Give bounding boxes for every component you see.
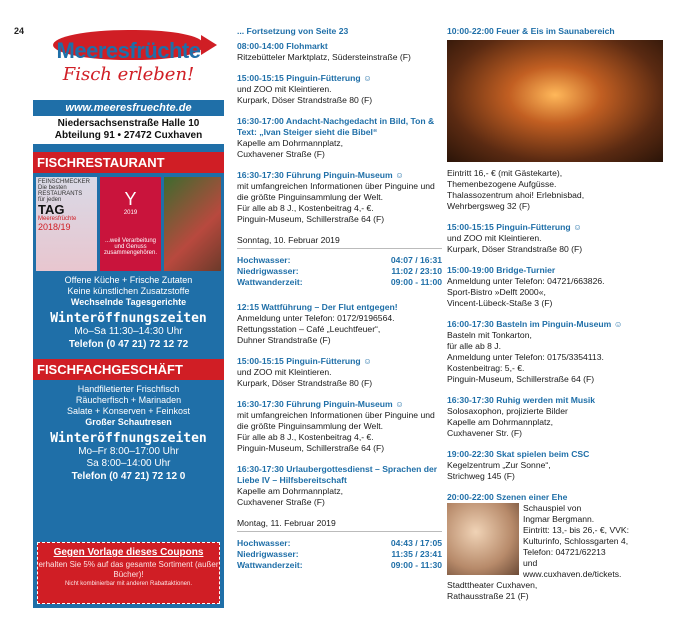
tide-row bbox=[237, 560, 442, 571]
event-text: und ZOO mit Kleintieren. Kurpark, Döser Strandstraße 80 (F) bbox=[237, 84, 373, 105]
tide-row bbox=[237, 266, 442, 277]
event-text: Eintritt 16,- € (mit Gästekarte), Themenbezogene Aufgüsse. Thalassozentrum ahoi! Erlebnisbad, Wehrbergsweg 32 (F) bbox=[447, 168, 585, 211]
logo-slogan: Fisch erleben! bbox=[62, 64, 195, 85]
event-item bbox=[237, 116, 442, 160]
events-column-2 bbox=[447, 26, 663, 612]
coupon-note: Nicht kombinierbar mit anderen Rabattaktionen. bbox=[64, 581, 193, 587]
feature-text: Handfiletierter Frischfisch bbox=[77, 384, 180, 394]
tide-label: Niedrigwasser: bbox=[237, 266, 299, 276]
event-text: Ritzebütteler Marktplatz, Südersteinstraße (F) bbox=[237, 52, 411, 62]
tide-row bbox=[237, 538, 442, 549]
event-heading: 08:00-14:00 Flohmarkt bbox=[237, 41, 328, 51]
event-item bbox=[237, 302, 442, 346]
day-heading: Montag, 11. Februar 2019 bbox=[237, 518, 442, 532]
award-text: TAG bbox=[38, 202, 65, 217]
hours-text: Mo–Fr 8:00–17:00 Uhr bbox=[78, 446, 179, 457]
event-list bbox=[237, 302, 442, 508]
event-item bbox=[237, 399, 442, 454]
theater-photo bbox=[447, 503, 519, 575]
award-text: für jeden bbox=[38, 197, 62, 203]
feature-text: Keine künstlichen Zusatzstoffe bbox=[67, 286, 190, 296]
address-line: Abteilung 91 • 27472 Cuxhaven bbox=[54, 130, 203, 141]
events-column-1 bbox=[237, 26, 442, 585]
fish-photo bbox=[164, 177, 221, 271]
address bbox=[33, 116, 224, 144]
feature-text: Großer Schautresen bbox=[85, 417, 172, 427]
website-link[interactable]: www.meeresfruechte.de bbox=[33, 100, 224, 116]
event-item bbox=[447, 395, 663, 439]
feature-text: Räucherfisch + Marinaden bbox=[75, 395, 182, 405]
event-item bbox=[237, 41, 442, 63]
event-list bbox=[237, 41, 442, 225]
event-heading: 16:30-17:30 Führung Pinguin-Museum ☺ bbox=[237, 170, 404, 180]
event-text: Anmeldung unter Telefon: 04721/663826. Sport-Bistro »Delft 2000«, Vincent-Lübeck-Staße 3 (F) bbox=[447, 276, 605, 308]
event-heading: 16:30-17:30 Ruhig werden mit Musik bbox=[447, 395, 596, 405]
event-heading: 15:00-19:00 Bridge-Turnier bbox=[447, 265, 556, 275]
event-item bbox=[237, 356, 442, 389]
continuation-note: ... Fortsetzung von Seite 23 bbox=[237, 26, 349, 36]
event-text: mit umfangreichen Informationen über Pinguine und die größte Pinguinsammlung der Welt. Für alle ab 8 J., Kostenbeitrag 4,- €. Pinguin-Museum, Schillerstraße 64 (F) bbox=[237, 181, 435, 224]
coupon bbox=[37, 542, 220, 604]
award-text: Die besten bbox=[38, 185, 67, 191]
award-text: ...weil Verarbeitung und Genuss zusammengehören. bbox=[103, 238, 158, 256]
tide-time: 11:35 / 23:41 bbox=[391, 549, 442, 559]
tide-time: 04:43 / 17:05 bbox=[390, 538, 442, 548]
event-heading: 20:00-22:00 Szenen einer Ehe bbox=[447, 492, 568, 502]
hours-text: Mo–Sa 11:30–14:30 Uhr bbox=[74, 326, 183, 337]
tide-row bbox=[237, 277, 442, 288]
banner-restaurant: FISCHRESTAURANT bbox=[33, 152, 224, 173]
event-text: und ZOO mit Kleintieren. Kurpark, Döser Strandstraße 80 (F) bbox=[237, 367, 373, 388]
logo bbox=[33, 26, 224, 100]
page-number: 24 bbox=[14, 26, 25, 36]
address-line: Niedersachsenstraße Halle 10 bbox=[57, 118, 200, 129]
award-text: 2019 bbox=[123, 210, 138, 216]
event-item bbox=[237, 73, 442, 106]
event-item bbox=[447, 222, 663, 255]
logo-text: Meeresfrüchte bbox=[56, 38, 201, 63]
event-list bbox=[447, 222, 663, 482]
feature-text: Offene Küche + Frische Zutaten bbox=[64, 275, 193, 285]
event-item bbox=[447, 319, 663, 385]
event-text: Kapelle am Dohrmannplatz, Cuxhavener Straße (F) bbox=[237, 486, 344, 507]
event-text: Solosaxophon, projizierte Bilder Kapelle am Dohrmannplatz, Cuxhavener Str. (F) bbox=[447, 406, 568, 438]
tide-label: Wattwanderzeit: bbox=[237, 277, 303, 287]
event-text: Kapelle am Dohrmannplatz, Cuxhavener Straße (F) bbox=[237, 138, 344, 159]
event-text: Kegelzentrum „Zur Sonne“, Strichweg 145 (F) bbox=[447, 460, 551, 481]
event-heading: 10:00-22:00 Feuer & Eis im Saunabereich bbox=[447, 26, 615, 36]
phone-number: Telefon (0 47 21) 72 12 0 bbox=[71, 471, 186, 482]
hours-text: Sa 8:00–14:00 Uhr bbox=[86, 458, 171, 469]
coupon-text: erhalten Sie 5% auf das gesamte Sortiment (außer Bücher)! bbox=[38, 560, 219, 579]
event-heading: 16:30-17:30 Führung Pinguin-Museum ☺ bbox=[237, 399, 404, 409]
tide-table bbox=[237, 538, 442, 571]
event-heading: 16:00-17:30 Basteln im Pinguin-Museum ☺ bbox=[447, 319, 623, 329]
feature-text: Salate + Konserven + Feinkost bbox=[66, 406, 191, 416]
event-heading: 19:00-22:30 Skat spielen beim CSC bbox=[447, 449, 590, 459]
event-item bbox=[447, 449, 663, 482]
award-text: FEINSCHMECKER bbox=[38, 179, 91, 185]
award-photo bbox=[36, 177, 97, 271]
event-heading: 15:00-15:15 Pinguin-Fütterung ☺ bbox=[447, 222, 582, 232]
event-text: Anmeldung unter Telefon: 0172/9196564. Rettungsstation – Café „Leuchtfeuer“, Duhner Strandstraße (F) bbox=[237, 313, 395, 345]
event-item bbox=[447, 265, 663, 309]
award-text: RESTAURANTS bbox=[38, 191, 83, 197]
event-heading: 12:15 Wattführung – Der Flut entgegen! bbox=[237, 302, 398, 312]
event-item bbox=[237, 464, 442, 508]
banner-shop: FISCHFACHGESCHÄFT bbox=[33, 359, 224, 380]
event-heading: 16:30-17:30 Urlaubergottesdienst – Sprachen der Liebe IV – Hilfsbereitschaft bbox=[237, 464, 438, 485]
award-text: 2018/19 bbox=[38, 222, 71, 232]
event-heading: 16:30-17:00 Andacht-Nachgedacht in Bild, Ton & Text: „Ivan Steiger sieht die Bibel“ bbox=[237, 116, 435, 137]
award-badge: Y 2019 ...weil Verarbeitung und Genuss zusammengehören. bbox=[100, 177, 161, 271]
hours-heading: Winteröffnungszeiten bbox=[50, 431, 207, 446]
tide-label: Niedrigwasser: bbox=[237, 549, 299, 559]
event-text: Schauspiel von Ingmar Bergmann. Eintritt: 13,- bis 26,- €, VVK: Kulturinfo, Schlossgarten 4, Telefon: 04721/62213 und www.cuxhaven.de/tickets. Stadttheater Cuxhaven, Rathausstraße 21 (F) bbox=[447, 503, 630, 601]
advertisement bbox=[33, 26, 224, 608]
feature-text: Wechselnde Tagesgerichte bbox=[70, 297, 187, 307]
tide-row bbox=[237, 549, 442, 560]
sauna-photo bbox=[447, 40, 663, 162]
phone-number: Telefon (0 47 21) 72 12 72 bbox=[68, 339, 189, 350]
coupon-heading: Gegen Vorlage dieses Coupons bbox=[53, 547, 204, 558]
tide-table bbox=[237, 255, 442, 288]
event-item bbox=[237, 170, 442, 225]
tide-row bbox=[237, 255, 442, 266]
event-text: und ZOO mit Kleintieren. Kurpark, Döser Strandstraße 80 (F) bbox=[447, 233, 583, 254]
event-heading: 15:00-15:15 Pinguin-Fütterung ☺ bbox=[237, 73, 372, 83]
hours-heading: Winteröffnungszeiten bbox=[50, 311, 207, 326]
award-text: Meeresfrüchte bbox=[38, 216, 77, 222]
tide-time: 09:00 - 11:00 bbox=[390, 277, 442, 287]
event-heading: 15:00-15:15 Pinguin-Fütterung ☺ bbox=[237, 356, 372, 366]
day-heading: Sonntag, 10. Februar 2019 bbox=[237, 235, 442, 249]
tide-time: 11:02 / 23:10 bbox=[391, 266, 442, 276]
tide-time: 09:00 - 11:30 bbox=[390, 560, 442, 570]
event-text: mit umfangreichen Informationen über Pinguine und die größte Pinguinsammlung der Welt. Für alle ab 8 J., Kostenbeitrag 4,- €. Pinguin-Museum, Schillerstraße 64 (F) bbox=[237, 410, 435, 453]
event-text: Basteln mit Tonkarton, für alle ab 8 J. Anmeldung unter Telefon: 0175/3354113. Kostenbeitrag: 5,- €. Pinguin-Museum, Schillerstraße 64 (F) bbox=[447, 330, 604, 384]
tide-label: Wattwanderzeit: bbox=[237, 560, 303, 570]
tide-label: Hochwasser: bbox=[237, 538, 291, 548]
tide-label: Hochwasser: bbox=[237, 255, 291, 265]
photo-strip bbox=[33, 177, 224, 271]
tide-time: 04:07 / 16:31 bbox=[390, 255, 442, 265]
